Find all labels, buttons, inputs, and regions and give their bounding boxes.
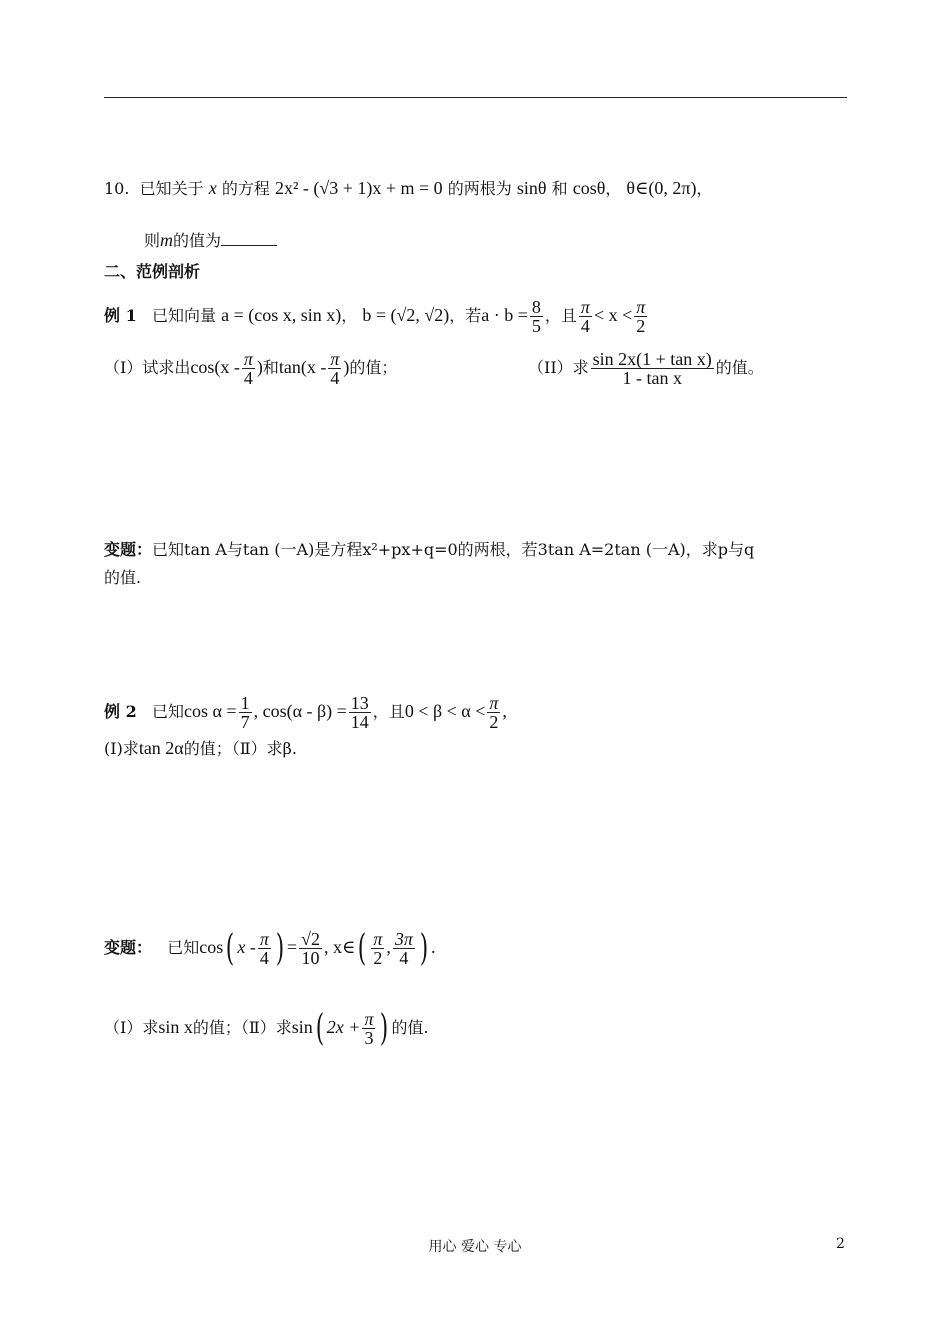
ex1-text-2: ，若 xyxy=(449,306,482,325)
fraction-denominator: 7 xyxy=(240,712,250,732)
fraction-pi-4 xyxy=(258,930,271,967)
fraction-pi-3 xyxy=(362,1010,375,1047)
fraction-pi-4 xyxy=(242,350,255,387)
variant-1-text: 已知tan A与tan (一A)是方程x²+px+q=0的两根，若3tan A=2tan (一A)，求p与q xyxy=(152,540,755,559)
fraction-denominator: 1 - tan x xyxy=(591,368,714,387)
q10-cos-theta: cosθ xyxy=(572,178,606,198)
ex2-comma: , xyxy=(502,701,507,721)
section-heading: 二、范例剖析 xyxy=(104,262,201,281)
fraction-denominator: 4 xyxy=(258,948,271,967)
q10-and: 和 xyxy=(551,179,568,198)
ex1-part-1: （I）试求出 xyxy=(104,358,191,377)
q10-text-1: 已知关于 xyxy=(139,179,204,198)
fraction-denominator: 3 xyxy=(362,1028,375,1047)
variant-label: 变题： xyxy=(104,938,153,957)
cos-expression: cos(x - xyxy=(190,357,240,377)
tan-2-alpha: tan 2α xyxy=(138,738,184,758)
question-10-line-2 xyxy=(144,230,277,251)
fraction-denominator: 2 xyxy=(371,948,384,967)
fraction-denominator: 4 xyxy=(393,948,415,967)
ex1-text-5: 的值。 xyxy=(715,358,764,377)
answer-blank xyxy=(221,231,277,246)
ex2-inequality: 0 < β < α < xyxy=(404,701,486,721)
q10-text-2: 的方程 xyxy=(221,179,270,198)
fraction-numerator: π xyxy=(489,693,499,713)
fraction-numerator: √2 xyxy=(301,929,320,949)
fraction-numerator: π xyxy=(259,929,269,949)
q10-text-4: 则 xyxy=(144,231,161,250)
fraction-numerator: 8 xyxy=(531,297,541,317)
fraction-3pi-4 xyxy=(393,930,415,967)
fraction-pi-2 xyxy=(371,930,384,967)
var2-part-3: 的值. xyxy=(391,1018,429,1037)
ex1-part-2: （II）求 xyxy=(528,358,589,377)
example-1-label: 例 1 xyxy=(104,306,137,325)
variant-label: 变题： xyxy=(104,540,153,559)
example-1-line-1: 例 1 已知向量 a = (cos x, sin x)， b = (√2, √2)，若a · b = $\frac{8}{5}$ ，且 $\frac{\pi}{4}$ < x < $\frac{\pi}{2}$ xyxy=(104,297,646,336)
example-1-part-2 xyxy=(528,350,764,387)
fraction-numerator: 13 xyxy=(350,693,369,713)
fraction-numerator: sin 2x(1 + tan x) xyxy=(592,349,712,369)
page-number: 2 xyxy=(836,1236,845,1252)
fraction-denominator: 10 xyxy=(299,948,322,967)
ex1-and: 和 xyxy=(262,358,279,377)
q10-sin-theta: sinθ xyxy=(516,178,547,198)
var-m: m xyxy=(160,230,174,250)
two-x-plus: 2x + xyxy=(326,1017,361,1037)
fraction-pi-2 xyxy=(487,694,500,731)
question-number: 10. xyxy=(104,179,130,198)
q10-text-3: 的两根为 xyxy=(447,179,512,198)
fraction-sqrt2-10 xyxy=(299,930,322,967)
vector-a: a = (cos x, sin x) xyxy=(221,305,342,325)
example-2-line-1 xyxy=(104,694,507,731)
x-in: , x∈ xyxy=(323,937,356,957)
var2-part-1: （Ⅰ）求 xyxy=(104,1018,159,1037)
x-minus: x - xyxy=(237,937,256,957)
fraction-pi-4 xyxy=(328,350,341,387)
question-10-line-1: 10. 已知关于 x 的方程 2x² - (√3 + 1)x + m = 0 的两根为 sinθ 和 cosθ， θ∈(0, 2π)， xyxy=(104,178,713,198)
fraction-1-7 xyxy=(239,694,252,731)
ex2-text-1: 已知 xyxy=(151,702,184,721)
fraction-numerator: π xyxy=(636,297,646,317)
fraction-denominator: 2 xyxy=(634,316,647,335)
ex2-part-2: 的值；（Ⅱ）求β. xyxy=(183,739,297,758)
tan-expression: tan(x - xyxy=(278,357,327,377)
cos-function: cos xyxy=(199,937,224,957)
q10-range: θ∈(0, 2π) xyxy=(626,178,697,198)
fraction-expression xyxy=(591,350,714,387)
equals: = xyxy=(286,937,298,957)
cos-alpha: cos α = xyxy=(184,701,237,721)
ex2-part-1: (Ⅰ)求 xyxy=(104,739,139,758)
fraction-13-14 xyxy=(349,694,371,731)
page-footer: 用心 爱心 专心 xyxy=(428,1239,522,1255)
cos-alpha-beta: , cos(α - β) = xyxy=(253,701,347,721)
fraction-numerator: 3π xyxy=(394,929,413,949)
fraction-denominator: 14 xyxy=(350,712,369,732)
header-rule xyxy=(104,97,847,98)
fraction-numerator: 1 xyxy=(240,693,250,713)
sin-function: sin xyxy=(291,1017,313,1037)
fraction-pi-2 xyxy=(634,298,647,335)
q10-equation: 2x² - (√3 + 1)x + m = 0 xyxy=(274,178,443,198)
fraction-denominator: 4 xyxy=(328,368,341,387)
ex1-inequality: < x < xyxy=(593,305,633,325)
variant-2-line-1: 变题： 已知cos( x - $\frac{\pi}{4}$ ) = $\frac{√2}{10}$ , x∈( $\frac{\pi}{2}$ , $\frac{3\pi}{4}$ ) . xyxy=(104,927,436,969)
variant-2-line-2: （Ⅰ）求sin x的值；（Ⅱ）求sin( 2x + $\frac{\pi}{3}$ ) 的值. xyxy=(104,1007,429,1049)
dot-product: a · b = xyxy=(481,305,528,325)
fraction-denominator: 4 xyxy=(579,316,592,335)
ex2-text-2: ，且 xyxy=(372,702,405,721)
example-2-label: 例 2 xyxy=(104,702,137,721)
var2-text-1: 已知 xyxy=(167,938,200,957)
variant-1-line-1 xyxy=(104,540,754,560)
var2-part-2: 的值；（Ⅱ）求 xyxy=(192,1018,292,1037)
ex1-text-1: 已知向量 xyxy=(151,306,216,325)
fraction-pi-4 xyxy=(579,298,592,335)
fraction-numerator: π xyxy=(330,349,340,369)
variant-1-line-2: 的值. xyxy=(104,568,142,587)
sin-x: sin x xyxy=(158,1017,193,1037)
fraction-numerator: π xyxy=(580,297,590,317)
period: . xyxy=(430,937,436,957)
fraction-numerator: π xyxy=(373,929,383,949)
ex1-text-3: ，且 xyxy=(544,306,577,325)
q10-text-5: 的值为 xyxy=(173,231,222,250)
ex1-text-4: 的值； xyxy=(349,358,398,377)
example-1-line-2: （I）试求出cos(x - $\frac{\pi}{4}$ )和tan(x - $\frac{\pi}{4}$ )的值； xyxy=(104,349,398,388)
fraction-denominator: 5 xyxy=(531,316,541,336)
example-2-line-2 xyxy=(104,738,297,759)
var-x: x xyxy=(208,178,217,198)
fraction-8-5 xyxy=(530,298,543,335)
fraction-numerator: π xyxy=(243,349,253,369)
fraction-denominator: 2 xyxy=(487,712,500,731)
fraction-denominator: 4 xyxy=(242,368,255,387)
fraction-numerator: π xyxy=(364,1009,374,1029)
vector-b: b = (√2, √2) xyxy=(362,305,450,325)
